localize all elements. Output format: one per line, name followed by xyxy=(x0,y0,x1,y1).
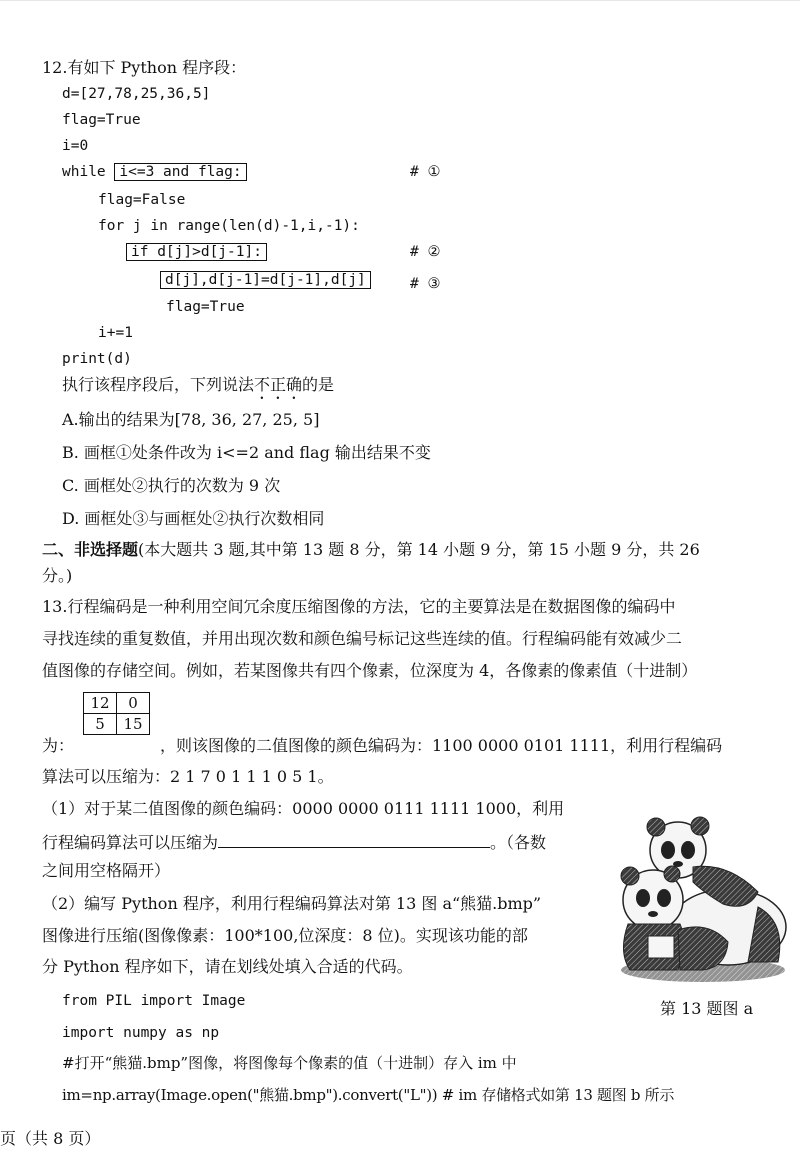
code-line-3: i=0 xyxy=(62,138,89,154)
q12-header: 12.有如下 Python 程序段： xyxy=(42,58,247,77)
while-keyword: while xyxy=(62,164,106,180)
sub1-line-2 xyxy=(42,830,546,854)
q13-para-4-post: ，则该图像的二值图像的颜色编码为：1100 0000 0101 1111，利用行程编码 xyxy=(160,736,723,755)
code-line-4 xyxy=(62,161,247,183)
q13-code-2: import numpy as np xyxy=(62,1025,220,1041)
pixel-cell: 12 xyxy=(84,693,117,714)
sub1-line-2-post: 。（各数 xyxy=(490,833,547,852)
sub1-line-3: 之间用空格隔开） xyxy=(42,861,171,880)
code-line-10: i+=1 xyxy=(98,325,133,341)
section2-desc-2: 分。) xyxy=(42,566,73,585)
code-line-6: for j in range(len(d)-1,i,-1): xyxy=(98,218,360,234)
code-line-2: flag=True xyxy=(62,112,141,128)
sub2-line-1: （2）编写 Python 程序，利用行程编码算法对第 13 图 a“熊猫.bmp” xyxy=(42,894,542,913)
q12-stem-post: 的是 xyxy=(302,375,335,394)
q12-stem-pre: 执行该程序段后，下列说法 xyxy=(62,375,255,394)
option-c: C. 画框处②执行的次数为 9 次 xyxy=(62,476,281,495)
option-b: B. 画框①处条件改为 i<=2 and flag 输出结果不变 xyxy=(62,443,431,462)
q13-para-5: 算法可以压缩为：2 1 7 0 1 1 1 0 5 1。 xyxy=(42,767,334,786)
page-footer: 页（共 8 页） xyxy=(0,1129,101,1148)
sub1-line-1: （1）对于某二值图像的颜色编码：0000 0000 0111 1111 1000，利用 xyxy=(42,799,565,818)
q13-para-3: 值图像的存储空间。例如，若某图像共有四个像素，位深度为 4，各像素的像素值（十进制） xyxy=(42,661,698,680)
code-line-7 xyxy=(126,241,267,263)
pixel-grid xyxy=(83,692,150,735)
code-line-1: d=[27,78,25,36,5] xyxy=(62,86,211,102)
sub2-line-2: 图像进行压缩(图像像素：100*100,位深度：8 位)。实现该功能的部 xyxy=(42,926,528,945)
q13-code-1: from PIL import Image xyxy=(62,993,246,1009)
sub2-line-3: 分 Python 程序如下，请在划线处填入合适的代码。 xyxy=(42,957,413,976)
code-line-8 xyxy=(160,269,371,291)
frame-1-mark: # ① xyxy=(410,164,441,180)
frame-1: i<=3 and flag: xyxy=(114,163,246,181)
section2-desc: (本大题共 3 题,其中第 13 题 8 分，第 14 小题 9 分，第 15 小题 9 分，共 26 xyxy=(138,540,700,559)
q13-para-4-pre: 为： xyxy=(42,736,75,755)
pixel-cell: 15 xyxy=(117,714,150,735)
option-a: A.输出的结果为[78, 36, 27, 25, 5] xyxy=(62,410,320,429)
q13-code-4: im=np.array(Image.open("熊猫.bmp").convert("L")) # im 存储格式如第 13 题图 b 所示 xyxy=(62,1086,675,1104)
frame-2: if d[j]>d[j-1]: xyxy=(126,243,267,261)
panda-image xyxy=(608,812,788,988)
figure-caption: 第 13 题图 a xyxy=(660,999,754,1018)
section2-title: 二、非选择题 xyxy=(42,540,139,559)
answer-blank[interactable] xyxy=(218,830,490,848)
option-d: D. 画框处③与画框处②执行次数相同 xyxy=(62,509,325,528)
frame-3-mark: # ③ xyxy=(410,276,441,292)
q12-stem xyxy=(62,374,334,403)
code-line-9: flag=True xyxy=(166,299,245,315)
frame-2-mark: # ② xyxy=(410,244,441,260)
section2-line xyxy=(42,539,700,561)
q12-stem-emphasis: 不正确 xyxy=(254,375,303,394)
pixel-cell: 0 xyxy=(117,693,150,714)
code-line-5: flag=False xyxy=(98,192,186,208)
q13-code-3: #打开“熊猫.bmp”图像，将图像每个像素的值（十进制）存入 im 中 xyxy=(62,1054,517,1072)
scan-edge xyxy=(0,0,800,1)
pixel-cell: 5 xyxy=(84,714,117,735)
code-line-11: print(d) xyxy=(62,351,132,367)
sub1-line-2-pre: 行程编码算法可以压缩为 xyxy=(42,833,219,852)
frame-3: d[j],d[j-1]=d[j-1],d[j] xyxy=(160,271,371,289)
q13-para-1: 13.行程编码是一种利用空间冗余度压缩图像的方法，它的主要算法是在数据图像的编码中 xyxy=(42,597,676,616)
q13-para-2: 寻找连续的重复数值，并用出现次数和颜色编号标记这些连续的值。行程编码能有效减少二 xyxy=(42,629,683,648)
